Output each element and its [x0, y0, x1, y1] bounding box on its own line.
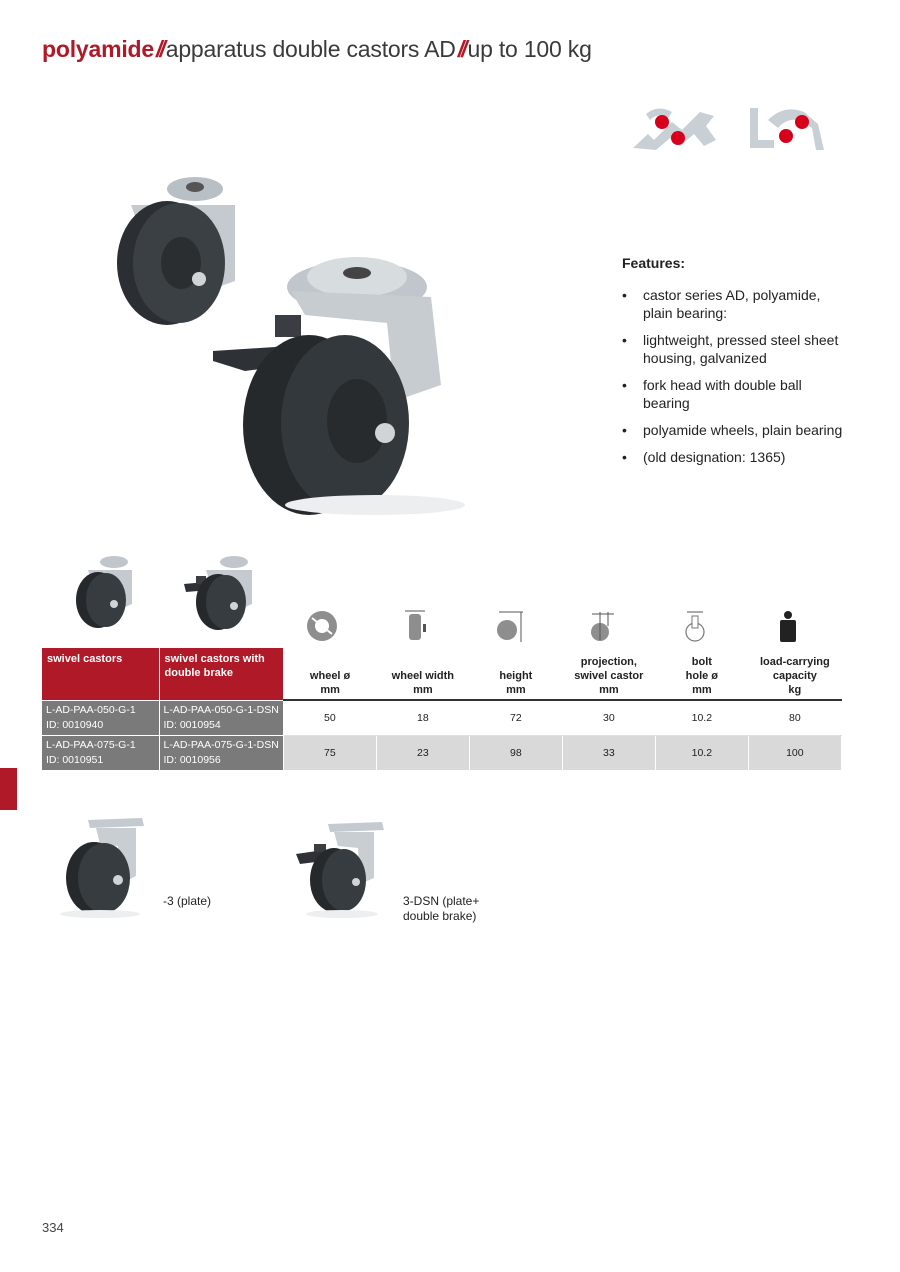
- title-separator-2: //: [457, 36, 465, 62]
- variant-plate-brake-image: [294, 818, 388, 925]
- value-bolt-hole: 10.2: [655, 735, 748, 770]
- thumb-brake-castor: [180, 552, 258, 637]
- double-wheel-red-icon: [750, 108, 824, 150]
- title-material: polyamide: [42, 36, 154, 62]
- col-wheel-width: [376, 648, 469, 700]
- height-icon: [489, 606, 529, 646]
- col-label: projection, swivel castor: [574, 656, 644, 682]
- header-swivel-castors: swivel castors: [42, 648, 159, 700]
- feature-item: • polyamide wheels, plain bearing: [622, 421, 852, 439]
- wheel-diameter-icon: [302, 606, 342, 646]
- brake-article-cell: [159, 735, 283, 770]
- castor-small-illustration: [117, 177, 235, 325]
- article-id: ID: 0010954: [163, 718, 221, 731]
- projection-icon: [582, 606, 622, 646]
- feature-item: • lightweight, pressed steel sheet housing, galvanized: [622, 331, 852, 367]
- brake-article-cell: [159, 700, 283, 735]
- value-wheel-diameter: 50: [283, 700, 376, 735]
- article-id: ID: 0010956: [163, 753, 221, 766]
- features-heading: Features:: [622, 255, 686, 271]
- feature-item: • (old designation: 1365): [622, 448, 852, 466]
- wheel-width-icon: [395, 606, 435, 646]
- col-bolt-hole: [655, 648, 748, 700]
- variant-plate-brake-caption: 3-DSN (plate+ double brake): [403, 894, 480, 923]
- article-code: L-AD-PAA-075-G-1-DSN: [163, 738, 279, 751]
- value-height: 98: [469, 735, 562, 770]
- value-projection: 33: [562, 735, 655, 770]
- col-unit: mm: [506, 684, 526, 696]
- value-projection: 30: [562, 700, 655, 735]
- value-capacity: 100: [748, 735, 841, 770]
- value-height: 72: [469, 700, 562, 735]
- feature-item: • castor series AD, polyamide, plain bearing:: [622, 286, 852, 322]
- value-wheel-diameter: 75: [283, 735, 376, 770]
- col-height: [469, 648, 562, 700]
- col-label: height: [499, 670, 533, 682]
- variant-plate-caption: -3 (plate): [163, 894, 212, 908]
- col-label: wheel ø: [309, 670, 351, 682]
- article-code: L-AD-PAA-075-G-1: [46, 738, 136, 751]
- feature-item: • fork head with double ball bearing: [622, 376, 852, 412]
- spec-table: [42, 648, 842, 770]
- variant-plate-image: [44, 812, 150, 925]
- value-capacity: 80: [748, 700, 841, 735]
- col-unit: mm: [320, 684, 340, 696]
- page-number: 334: [42, 1220, 64, 1235]
- col-wheel-diameter: [283, 648, 376, 700]
- title-product: apparatus double castors AD: [165, 36, 456, 62]
- col-unit: mm: [599, 684, 619, 696]
- bolt-hole-icon: [675, 606, 715, 646]
- col-capacity: [748, 648, 841, 700]
- swivel-article-cell: [42, 700, 159, 735]
- swivel-wheel-red-icon: [633, 108, 716, 150]
- value-bolt-hole: 10.2: [655, 700, 748, 735]
- features-list: [622, 286, 852, 466]
- article-id: ID: 0010951: [46, 753, 104, 766]
- product-hero-image: [95, 165, 485, 525]
- thumb-swivel-castor: [70, 552, 138, 637]
- col-label: bolt hole ø: [685, 656, 719, 682]
- col-unit: mm: [413, 684, 433, 696]
- page-title: [42, 36, 592, 63]
- weight-icon: [768, 606, 808, 646]
- table-row: [42, 700, 841, 735]
- article-code: L-AD-PAA-050-G-1: [46, 703, 136, 716]
- table-row: [42, 735, 841, 770]
- value-wheel-width: 23: [376, 735, 469, 770]
- application-icons: [628, 100, 828, 160]
- section-marker-tab: [0, 768, 17, 810]
- value-wheel-width: 18: [376, 700, 469, 735]
- col-label: load-carrying capacity: [760, 656, 830, 682]
- features-block: [622, 254, 852, 475]
- title-separator: //: [155, 36, 163, 62]
- col-projection: [562, 648, 655, 700]
- header-swivel-castors-brake: swivel castors with double brake: [159, 648, 283, 700]
- swivel-article-cell: [42, 735, 159, 770]
- col-unit: kg: [788, 684, 802, 696]
- article-id: ID: 0010940: [46, 718, 104, 731]
- title-capacity: up to 100 kg: [467, 36, 592, 62]
- castor-large-illustration: [213, 257, 465, 515]
- article-code: L-AD-PAA-050-G-1-DSN: [163, 703, 279, 716]
- col-label: wheel width: [391, 670, 455, 682]
- col-unit: mm: [692, 684, 712, 696]
